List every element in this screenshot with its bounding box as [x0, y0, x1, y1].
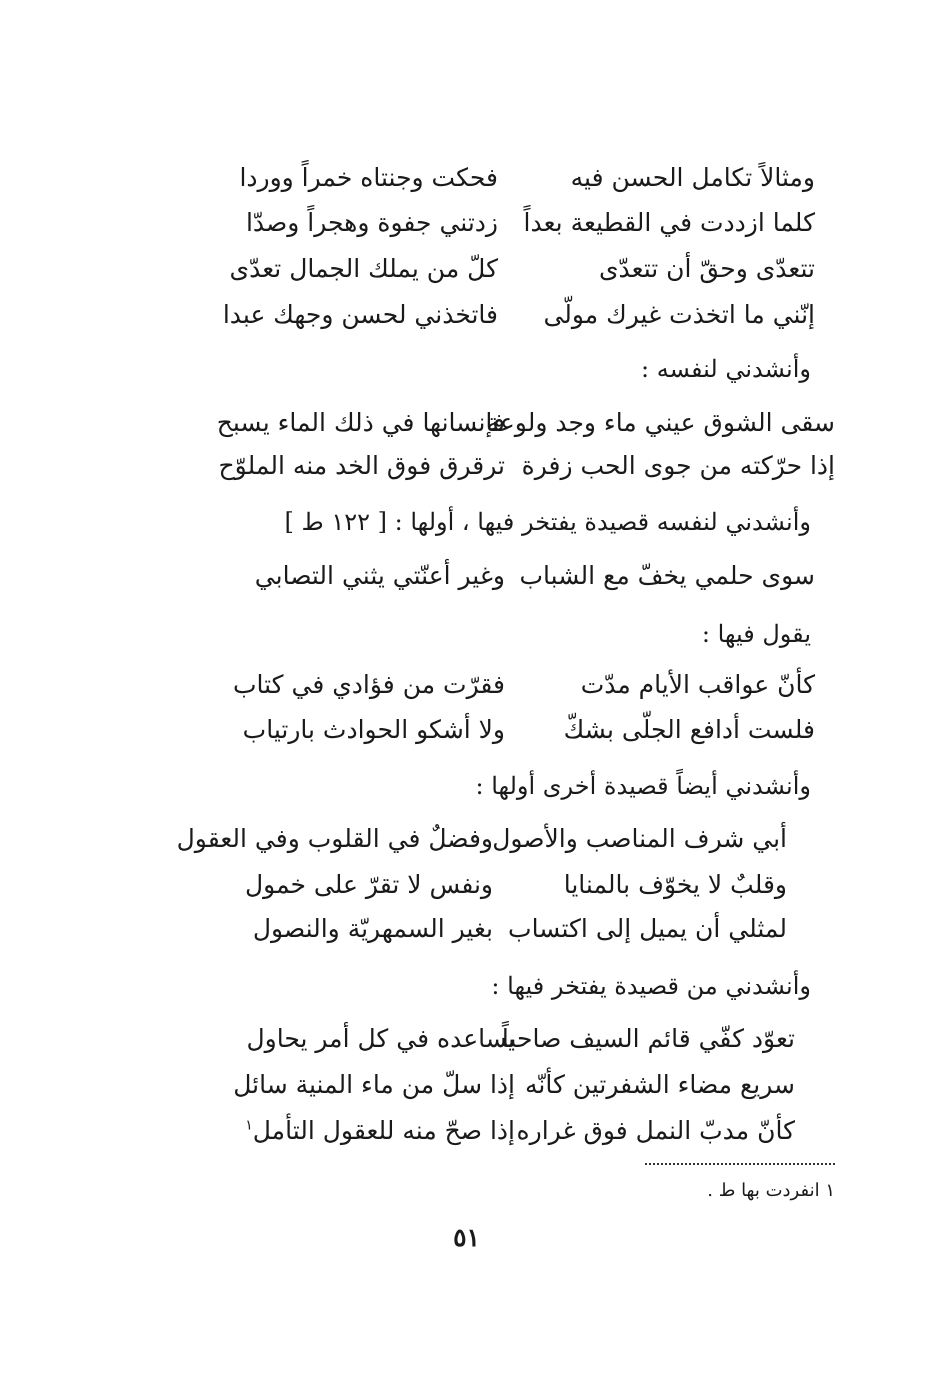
verse-first-hemistich: سقى الشوق عيني ماء وجد ولوعة — [486, 408, 835, 437]
verse-first-hemistich: كأنّ مدبّ النمل فوق غراره — [516, 1116, 795, 1145]
verse-second-hemistich: بغير السمهريّة والنصول — [252, 914, 493, 943]
verse-first-hemistich: لمثلي أن يميل إلى اكتساب — [508, 914, 787, 943]
verse-second-hemistich: إذا سلّ من ماء المنية سائل — [233, 1070, 515, 1099]
verse-second-hemistich: كلّ من يملك الجمال تعدّى — [229, 254, 498, 283]
verse-first-hemistich: إذا حرّكته من جوى الحب زفرة — [521, 451, 835, 480]
verse-first-hemistich: تتعدّى وحقّ أن تتعدّى — [598, 254, 815, 283]
verse-second-hemistich: فحكت وجنتاه خمراً ووردا — [239, 163, 498, 192]
footnote-marker: ١ — [245, 1117, 253, 1134]
verse-first-hemistich: ومثالاً تكامل الحسن فيه — [570, 163, 815, 192]
verse-first-hemistich: كلما ازددت في القطيعة بعداً — [523, 208, 815, 237]
verse-first-hemistich: تعوّد كفّي قائم السيف صاحباً — [501, 1024, 795, 1053]
verse-second-hemistich: ولا أشكو الحوادث بارتياب — [242, 715, 505, 744]
verse-first-hemistich: سريع مضاء الشفرتين كأنّه — [524, 1070, 795, 1099]
intro-line: وأنشدني من قصيدة يفتخر فيها : — [491, 972, 811, 1000]
verse-second-hemistich: فاتخذني لحسن وجهك عبدا — [222, 300, 498, 329]
verse-first-hemistich: أبي شرف المناصب والأصول — [492, 824, 787, 853]
footnote-divider — [645, 1163, 835, 1165]
intro-line: وأنشدني أيضاً قصيدة أخرى أولها : — [475, 772, 811, 800]
verse-first-hemistich: فلست أدافع الجلّى بشكّ — [563, 715, 815, 744]
intro-line: وأنشدني لنفسه : — [641, 355, 811, 383]
verse-second-hemistich: ترقرق فوق الخد منه الملوّح — [218, 451, 505, 480]
verse-first-hemistich: وقلبٌ لا يخوّف بالمنايا — [563, 870, 787, 899]
verse-second-hemistich: فإنسانها في ذلك الماء يسبح — [216, 408, 505, 437]
page-number: ٥١ — [453, 1223, 480, 1252]
verse-second-hemistich: وغير أعنّتي يثني التصابي — [254, 561, 505, 590]
verse-first-hemistich: إنّني ما اتخذت غيرك مولّى — [543, 300, 815, 329]
verse-first-hemistich: سوى حلمي يخفّ مع الشباب — [519, 561, 815, 590]
verse-second-hemistich: وفضلٌ في القلوب وفي العقول — [176, 824, 493, 853]
footnote: ١ انفردت بها ط . — [707, 1180, 835, 1201]
verse-first-hemistich: كأنّ عواقب الأيام مدّت — [580, 670, 815, 699]
verse-second-hemistich — [245, 1118, 515, 1143]
verse-second-hemistich-text: إذا صحّ منه للعقول التأمل — [252, 1116, 515, 1145]
verse-second-hemistich: زدتني جفوة وهجراً وصدّا — [245, 208, 498, 237]
verse-second-hemistich: ونفس لا تقرّ على خمول — [244, 870, 493, 899]
intro-line: وأنشدني لنفسه قصيدة يفتخر فيها ، أولها : [ ١٢٢ ط ] — [284, 508, 811, 536]
intro-line: يقول فيها : — [701, 620, 811, 648]
verse-second-hemistich: فقرّت من فؤادي في كتاب — [232, 670, 505, 699]
verse-second-hemistich: يساعده في كل أمر يحاول — [246, 1024, 515, 1053]
